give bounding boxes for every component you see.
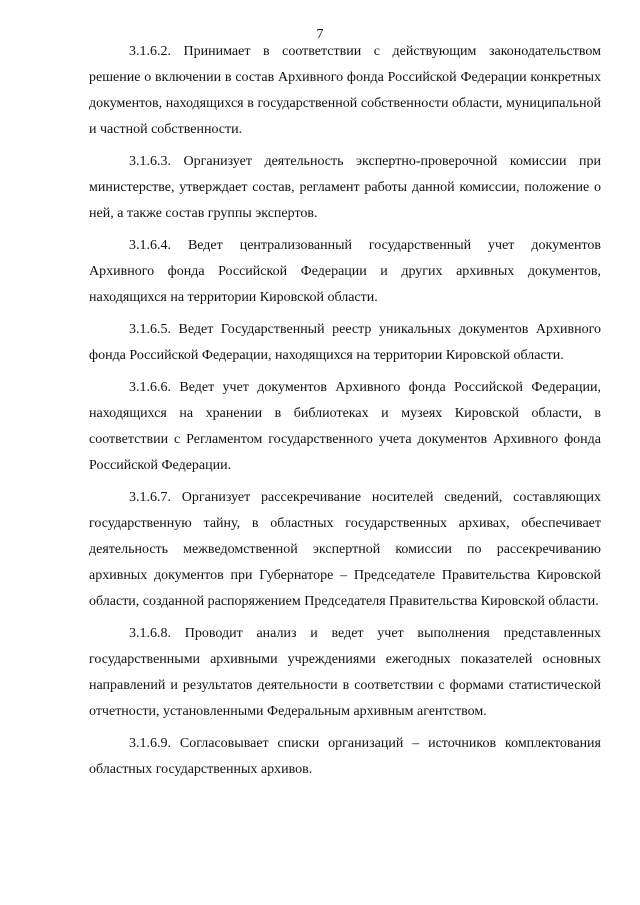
paragraph-3-1-6-3: 3.1.6.3. Организует деятельность экспертно-проверочной комиссии при министерстве, утверждает состав, регламент работы данной комиссии, положение о ней, а также состав группы экспертов. bbox=[89, 154, 601, 221]
paragraph-3-1-6-6: 3.1.6.6. Ведет учет документов Архивного фонда Российской Федерации, находящихся на хранении в библиотеках и музеях Кировской области, в соответствии с Регламентом государственного учета документов Архивного фонда Российской Федерации. bbox=[89, 380, 601, 473]
document-body bbox=[89, 39, 601, 789]
paragraph-3-1-6-5: 3.1.6.5. Ведет Государственный реестр уникальных документов Архивного фонда Российской Федерации, находящихся на территории Кировской области. bbox=[89, 322, 601, 363]
paragraph-3-1-6-2: 3.1.6.2. Принимает в соответствии с действующим законодательством решение о включении в состав Архивного фонда Российской Федерации конкретных документов, находящихся в государственной собственности области, муниципальной и частной собственности. bbox=[89, 44, 601, 137]
paragraph-3-1-6-8: 3.1.6.8. Проводит анализ и ведет учет выполнения представленных государственными архивными учреждениями ежегодных показателей основных направлений и результатов деятельности в соответствии с формами статистической отчетности, установленными Федеральным архивным агентством. bbox=[89, 626, 601, 719]
paragraph-3-1-6-4: 3.1.6.4. Ведет централизованный государственный учет документов Архивного фонда Российской Федерации и других архивных документов, находящихся на территории Кировской области. bbox=[89, 238, 601, 305]
paragraph-3-1-6-9: 3.1.6.9. Согласовывает списки организаций – источников комплектования областных государственных архивов. bbox=[89, 736, 601, 777]
page-number: 7 bbox=[316, 27, 324, 42]
paragraph-3-1-6-7: 3.1.6.7. Организует рассекречивание носителей сведений, составляющих государственную тайну, в областных государственных архивах, обеспечивает деятельность межведомственной экспертной комиссии по рассекречиванию архивных документов при Губернаторе – Председателе Правительства Кировской области, созданной распоряжением Председателя Правительства Кировской области. bbox=[89, 490, 601, 609]
